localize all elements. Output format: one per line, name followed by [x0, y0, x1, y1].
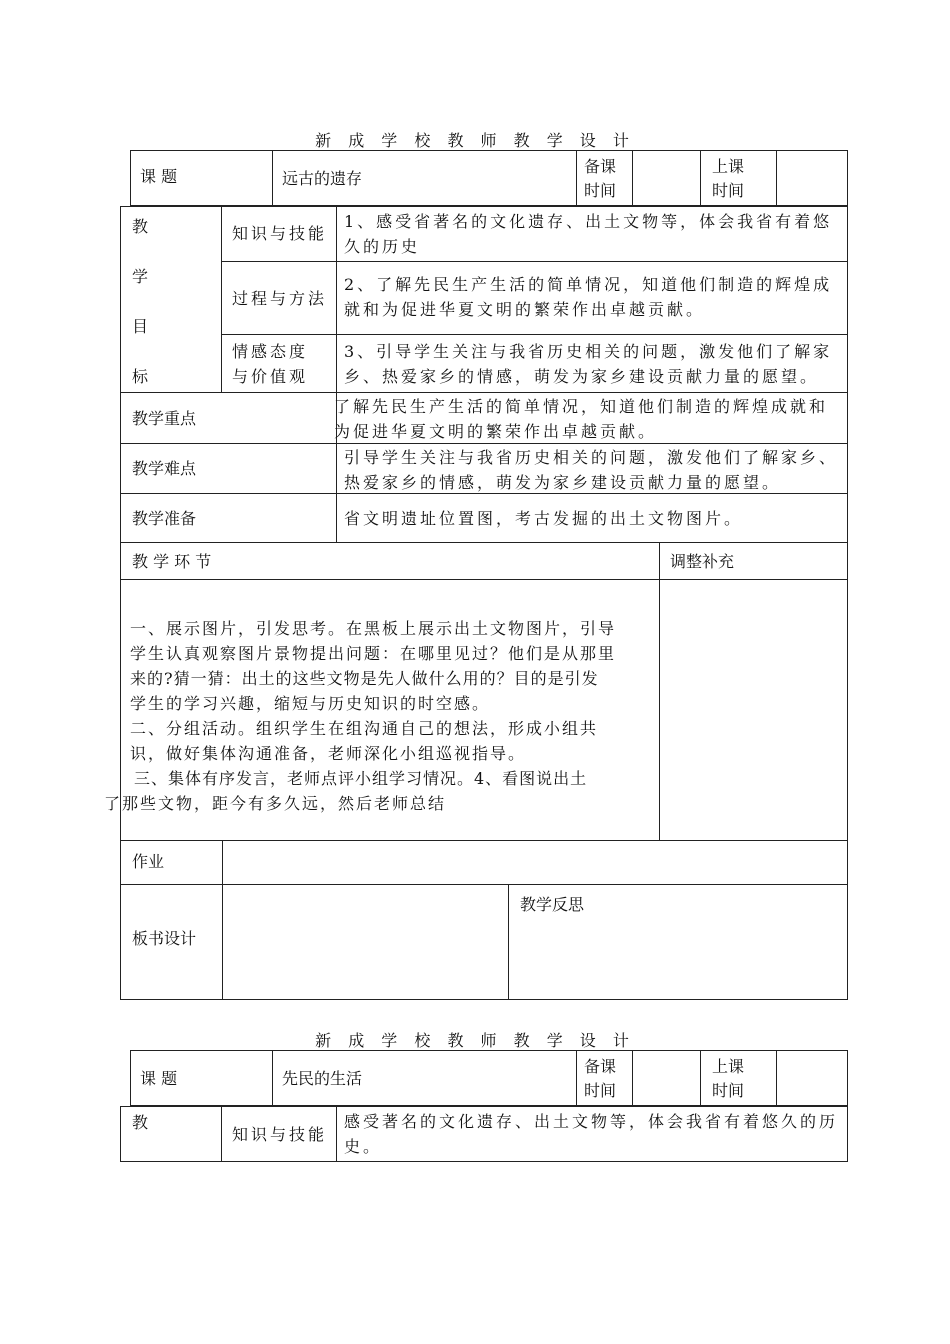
preparation-label: 教学准备: [132, 509, 197, 528]
objective-category-process: 过程与方法: [232, 289, 328, 308]
class-time-label-p2-2: 时间: [712, 1081, 745, 1100]
objectives-side-label-1: 教: [132, 217, 149, 236]
class-time-label-2: 时间: [712, 181, 745, 200]
homework-label: 作业: [132, 852, 165, 871]
difficulty-content: 引导学生关注与我省历史相关的问题，激发他们了解家乡、热爱家乡的情感，萌发为家乡建设贡献力量的愿望。: [344, 448, 839, 492]
objective-content-knowledge-p2: 感受著名的文化遗存、出土文物等，体会我省有着悠久的历史。: [344, 1112, 839, 1156]
page-title: 新 成 学 校 教 师 教 学 设 计: [315, 131, 635, 150]
process-line: 三、集体有序发言，老师点评小组学习情况。4、看图说出土: [134, 769, 588, 788]
prep-time-label: 备课: [584, 157, 617, 176]
class-time-label-p2: 上课: [712, 1057, 745, 1076]
adjustment-header: 调整补充: [670, 552, 735, 571]
objectives-side-label-2: 学: [132, 267, 149, 286]
topic-label: 课 题: [140, 167, 178, 186]
process-line: 来的?猜一猜：出土的这些文物是先人做什么用的？目的是引发: [130, 669, 599, 688]
preparation-content: 省文明遗址位置图，考古发掘的出土文物图片。: [344, 509, 744, 528]
objective-content-knowledge: 1、感受省著名的文化遗存、出土文物等，体会我省有着悠久的历史: [344, 212, 833, 256]
key-point-label: 教学重点: [132, 409, 197, 428]
process-line: 识，做好集体沟通准备，老师深化小组巡视指导。: [130, 744, 527, 763]
objectives-side-label-4: 标: [132, 367, 149, 386]
topic-value: 远古的遗存: [282, 169, 363, 188]
prep-time-label-2: 时间: [584, 181, 617, 200]
key-point-content: 了解先民生产生活的简单情况，知道他们制造的辉煌成就和为促进华夏文明的繁荣作出卓越贡献。: [334, 397, 829, 441]
class-time-label: 上课: [712, 157, 745, 176]
board-design-label: 板书设计: [132, 929, 197, 948]
objectives-side-label-3: 目: [132, 317, 149, 336]
objective-category-emotion-1: 情感态度: [232, 342, 309, 361]
page-title-2: 新 成 学 校 教 师 教 学 设 计: [315, 1031, 635, 1050]
process-line: 二、分组活动。组织学生在组沟通自己的想法，形成小组共: [130, 719, 599, 738]
topic-label-2: 课 题: [140, 1069, 178, 1088]
objective-content-emotion: 3、引导学生关注与我省历史相关的问题，激发他们了解家乡、热爱家乡的情感，萌发为家乡建设贡献力量的愿望。: [344, 342, 833, 386]
reflection-label: 教学反思: [520, 895, 585, 914]
lesson-plan-table: [120, 206, 848, 1000]
difficulty-label: 教学难点: [132, 459, 197, 478]
topic-value-2: 先民的生活: [282, 1069, 363, 1088]
process-header: 教 学 环 节: [132, 552, 212, 571]
objectives-side-label-p2: 教: [132, 1113, 149, 1132]
prep-time-label-p2-2: 时间: [584, 1081, 617, 1100]
objective-category-knowledge-p2: 知识与技能: [232, 1125, 328, 1144]
prep-time-label-p2: 备课: [584, 1057, 617, 1076]
process-line: 学生的学习兴趣，缩短与历史知识的时空感。: [130, 694, 491, 713]
objective-category-knowledge: 知识与技能: [232, 224, 328, 243]
objective-category-emotion-2: 与价值观: [232, 367, 309, 386]
process-line: 一、展示图片，引发思考。在黑板上展示出土文物图片，引导: [130, 619, 617, 638]
process-line: 学生认真观察图片景物提出问题：在哪里见过？他们是从那里: [130, 644, 617, 663]
objective-content-process: 2、了解先民生产生活的简单情况，知道他们制造的辉煌成就和为促进华夏文明的繁荣作出卓越贡献。: [344, 275, 833, 319]
process-line: 了那些文物，距今有多久远，然后老师总结: [104, 794, 447, 813]
